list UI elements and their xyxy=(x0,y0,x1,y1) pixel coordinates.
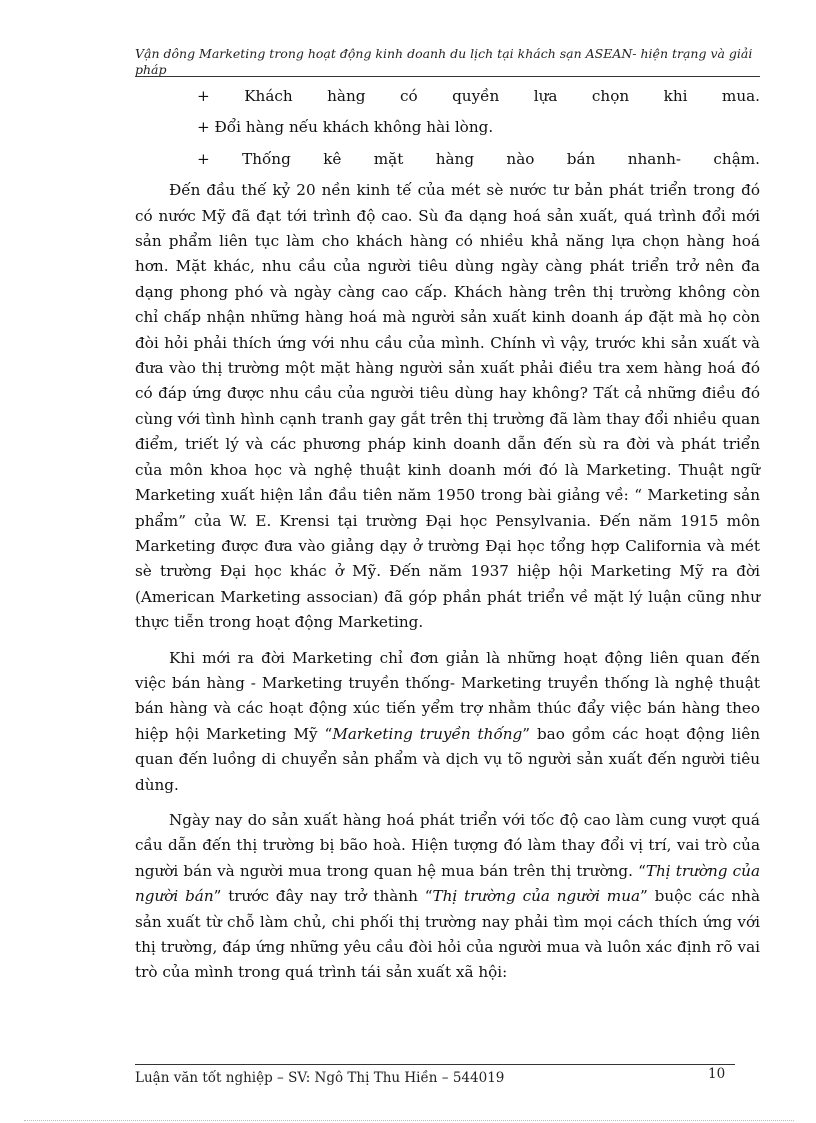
paragraph-text: ” trước đây nay trở thành “ xyxy=(213,887,433,906)
page-header: Vận dông Marketing trong hoạt động kinh doanh du lịch tại khách sạn ASEAN- hiện trạng và giải pháp xyxy=(135,46,753,77)
header-divider xyxy=(135,76,760,77)
emphasis-text: Thị trường của người mua xyxy=(432,887,641,906)
footer-divider xyxy=(135,1064,735,1065)
paragraph-history: Đến đầu thế kỷ 20 nền kinh tế của mét sè nước tư bản phát triển trong đó có nước Mỹ đã đạt tới trình độ cao. Sù đa dạng hoá sản xuất, quá trình đổi mới sản phẩm liên tục làm cho khách hàng có nhiều khả năng lựa chọn hàng hoá hơn. Mặt khác, nhu cầu của người tiêu dùng ngày càng phát triển trở nên đa dạng phong phó và ngày càng cao cấp. Khách hàng trên thị trường không còn chỉ chấp nhận những hàng hoá mà người sản xuất kinh doanh áp đặt mà họ còn đòi hỏi phải thích ứng với nhu cầu của mình. Chính vì vậy, trước khi sản xuất và đưa vào thị trường một mặt hàng người sản xuất phải điều tra xem hàng hoá đó có đáp ứng được nhu cầu của người tiêu dùng hay không? Tất cả những điều đó cùng với tình hình cạnh tranh gay gắt trên thị trường đã làm thay đổi nhiều quan điểm, triết lý và các phương pháp kinh doanh dẫn đến sù ra đời và phát triển của môn khoa học và nghệ thuật kinh doanh mới đó là Marketing. Thuật ngữ Marketing xuất hiện lần đầu tiên năm 1950 trong bài giảng về: “ Marketing sản phẩm” của W. E. Krensi tại trường Đại học Pensylvania. Đến năm 1915 môn Marketing được đưa vào giảng dạy ở trường Đại học tổng hợp California và mét sè trường Đại học khác ở Mỹ. Đến năm 1937 hiệp hội Marketing Mỹ ra đời (American Marketing associan) đã góp phần phát triển về mặt lý luận cũng như thực tiễn trong hoạt động Marketing. xyxy=(135,181,760,632)
page-number: 10 xyxy=(708,1066,726,1082)
bullet-item: + Thống kê mặt hàng nào bán nhanh- chậm. xyxy=(197,149,760,168)
footer-author: Luận văn tốt nghiệp – SV: Ngô Thị Thu Hiền – 544019 xyxy=(135,1070,505,1086)
paragraph-text: ” buộc các nhà sản xuất từ chỗ làm chủ, chi phối thị trường nay phải tìm mọi cách thích ứng với thị trường, đáp ứng những yêu cầu đòi hỏi của người mua và luôn xác định rõ vai trò của mình trong quá trình tái sản xuất xã hội: xyxy=(135,887,761,982)
paragraph-text: ” bao gồm các hoạt động liên quan đến luồng di chuyển sản phẩm và dịch vụ tõ người sản xuất đến người tiêu dùng. xyxy=(135,724,760,794)
page-body xyxy=(135,84,760,996)
bullet-item: + Khách hàng có quyền lựa chọn khi mua. xyxy=(197,87,760,105)
paragraph-text: Khi mới ra đời Marketing chỉ đơn giản là những hoạt động liên quan đến việc bán hàng - Marketing truyền thống- Marketing truyền thống là nghệ thuật bán hàng và các hoạt động xúc tiến yểm trợ nhằm thúc đẩy việc bán hàng theo hiệp hội Marketing Mỹ “ xyxy=(135,648,760,743)
paragraph-text: Ngày nay do sản xuất hàng hoá phát triển với tốc độ cao làm cung vượt quá cầu dẫn đến thị trường bị bão hoà. Hiện tượng đó làm thay đổi vị trí, vai trò của người bán và người mua trong quan hệ mua bán trên thị trường. “ xyxy=(135,810,760,880)
paragraph-traditional-marketing xyxy=(135,646,760,798)
paragraph-modern-market xyxy=(135,808,760,986)
emphasis-text: Thị trường của người bán xyxy=(135,861,761,906)
page-edge-divider xyxy=(24,1120,794,1121)
bullet-item: + Đổi hàng nếu khách không hài lòng. xyxy=(197,118,494,137)
emphasis-text: Marketing truyền thống xyxy=(332,724,523,743)
